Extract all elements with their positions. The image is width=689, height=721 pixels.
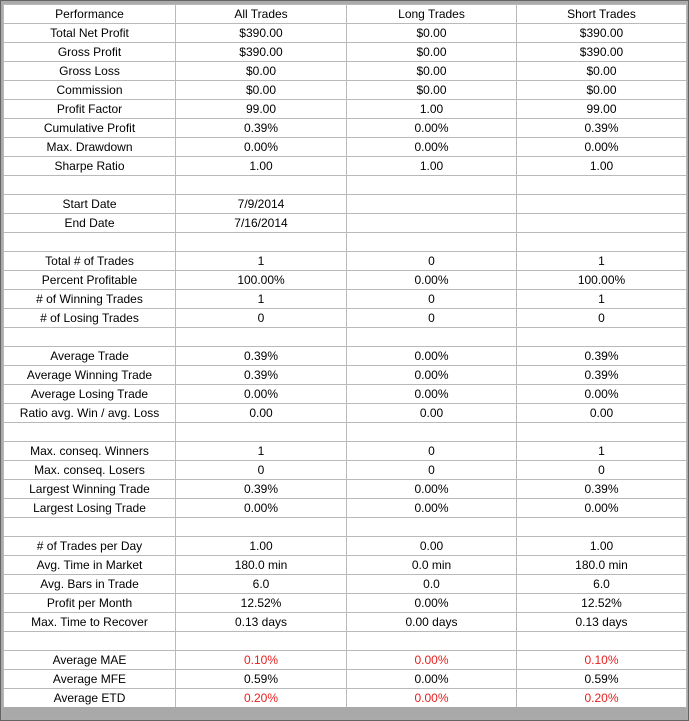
long-trades-cell: 1.00 [347, 100, 517, 119]
grid-row[interactable] [4, 632, 687, 651]
grid-row[interactable] [4, 309, 687, 328]
short-trades-cell [517, 176, 687, 195]
metric-cell: Max. Time to Recover [4, 613, 176, 632]
metric-cell: Gross Profit [4, 43, 176, 62]
long-trades-cell [347, 176, 517, 195]
grid-row[interactable] [4, 613, 687, 632]
grid-row[interactable] [4, 518, 687, 537]
all-trades-cell: 6.0 [176, 575, 347, 594]
all-trades-cell: 180.0 min [176, 556, 347, 575]
long-trades-cell: 0.00 [347, 404, 517, 423]
long-trades-cell: 0.00% [347, 366, 517, 385]
all-trades-cell [176, 176, 347, 195]
metric-cell: Largest Winning Trade [4, 480, 176, 499]
short-trades-cell: $0.00 [517, 81, 687, 100]
short-trades-cell: 0.59% [517, 670, 687, 689]
metric-cell: Max. Drawdown [4, 138, 176, 157]
grid-row[interactable] [4, 480, 687, 499]
grid-row[interactable] [4, 442, 687, 461]
short-trades-cell [517, 328, 687, 347]
all-trades-cell [176, 632, 347, 651]
metric-cell: # of Trades per Day [4, 537, 176, 556]
grid-header-row [4, 5, 687, 24]
long-trades-cell [347, 423, 517, 442]
all-trades-cell: $0.00 [176, 62, 347, 81]
short-trades-cell: 0.39% [517, 119, 687, 138]
metric-cell: Average MFE [4, 670, 176, 689]
all-trades-cell: 0.39% [176, 119, 347, 138]
all-trades-cell [176, 518, 347, 537]
short-trades-cell: 0.39% [517, 480, 687, 499]
long-trades-cell: 0.00% [347, 651, 517, 670]
short-trades-cell: 0 [517, 309, 687, 328]
long-trades-cell: 0 [347, 442, 517, 461]
long-trades-cell [347, 233, 517, 252]
metric-cell: Average ETD [4, 689, 176, 708]
grid-row[interactable] [4, 404, 687, 423]
all-trades-cell: 0.00 [176, 404, 347, 423]
short-trades-cell [517, 233, 687, 252]
long-trades-cell: 0 [347, 252, 517, 271]
short-trades-cell: 0.00% [517, 499, 687, 518]
all-trades-cell: 1 [176, 290, 347, 309]
metric-cell: Cumulative Profit [4, 119, 176, 138]
long-trades-cell: 0 [347, 290, 517, 309]
short-trades-cell: 180.0 min [517, 556, 687, 575]
grid-row[interactable] [4, 499, 687, 518]
long-trades-cell [347, 328, 517, 347]
grid-row[interactable] [4, 556, 687, 575]
all-trades-cell [176, 328, 347, 347]
grid-row[interactable] [4, 328, 687, 347]
metric-cell [4, 328, 176, 347]
long-trades-cell: $0.00 [347, 62, 517, 81]
metric-cell [4, 233, 176, 252]
short-trades-cell: 0.00% [517, 138, 687, 157]
short-trades-cell: 0.39% [517, 366, 687, 385]
grid-row[interactable] [4, 537, 687, 556]
metric-cell: Average Trade [4, 347, 176, 366]
column-header-all-trades[interactable]: All Trades [176, 5, 347, 24]
grid-row[interactable] [4, 423, 687, 442]
all-trades-cell: 0.00% [176, 138, 347, 157]
all-trades-cell: 7/9/2014 [176, 195, 347, 214]
grid-row[interactable] [4, 670, 687, 689]
all-trades-cell: 0.00% [176, 385, 347, 404]
metric-cell: Max. conseq. Losers [4, 461, 176, 480]
grid-row[interactable] [4, 290, 687, 309]
metric-cell: Average Losing Trade [4, 385, 176, 404]
long-trades-cell: 0.00 [347, 537, 517, 556]
grid-row[interactable] [4, 347, 687, 366]
long-trades-cell: 0 [347, 309, 517, 328]
all-trades-cell: $390.00 [176, 24, 347, 43]
long-trades-cell: 1.00 [347, 157, 517, 176]
short-trades-cell [517, 632, 687, 651]
short-trades-cell [517, 214, 687, 233]
metric-cell: Avg. Bars in Trade [4, 575, 176, 594]
metric-cell [4, 423, 176, 442]
all-trades-cell: 0.20% [176, 689, 347, 708]
short-trades-cell: 0.00% [517, 385, 687, 404]
all-trades-cell: 1 [176, 442, 347, 461]
column-header-long-trades[interactable]: Long Trades [347, 5, 517, 24]
short-trades-cell: 0.13 days [517, 613, 687, 632]
short-trades-cell: 0 [517, 461, 687, 480]
grid-row[interactable] [4, 214, 687, 233]
metric-cell: Total # of Trades [4, 252, 176, 271]
grid-row[interactable] [4, 176, 687, 195]
short-trades-cell: 99.00 [517, 100, 687, 119]
long-trades-cell: 0 [347, 461, 517, 480]
grid-row[interactable] [4, 43, 687, 62]
short-trades-cell: 1.00 [517, 157, 687, 176]
long-trades-cell: 0.00% [347, 480, 517, 499]
grid-row[interactable] [4, 575, 687, 594]
all-trades-cell: $0.00 [176, 81, 347, 100]
metric-cell: Avg. Time in Market [4, 556, 176, 575]
long-trades-cell: 0.00 days [347, 613, 517, 632]
short-trades-cell: $0.00 [517, 62, 687, 81]
all-trades-cell: 0.59% [176, 670, 347, 689]
performance-grid[interactable] [3, 4, 687, 708]
metric-cell: Start Date [4, 195, 176, 214]
all-trades-cell: 1.00 [176, 537, 347, 556]
long-trades-cell: 0.00% [347, 385, 517, 404]
metric-cell [4, 518, 176, 537]
all-trades-cell: 0.39% [176, 347, 347, 366]
short-trades-cell: $390.00 [517, 24, 687, 43]
metric-cell: Max. conseq. Winners [4, 442, 176, 461]
metric-cell: Largest Losing Trade [4, 499, 176, 518]
all-trades-cell: 0.13 days [176, 613, 347, 632]
all-trades-cell: 1 [176, 252, 347, 271]
short-trades-cell: 0.20% [517, 689, 687, 708]
metric-cell: Average Winning Trade [4, 366, 176, 385]
long-trades-cell: 0.00% [347, 594, 517, 613]
metric-cell: # of Winning Trades [4, 290, 176, 309]
all-trades-cell: 7/16/2014 [176, 214, 347, 233]
performance-grid-body [4, 5, 687, 708]
all-trades-cell: 12.52% [176, 594, 347, 613]
all-trades-cell: 0 [176, 309, 347, 328]
grid-row[interactable] [4, 385, 687, 404]
short-trades-cell: 1.00 [517, 537, 687, 556]
grid-row[interactable] [4, 62, 687, 81]
short-trades-cell: 1 [517, 442, 687, 461]
long-trades-cell: 0.00% [347, 271, 517, 290]
metric-cell: Profit per Month [4, 594, 176, 613]
metric-cell: Profit Factor [4, 100, 176, 119]
all-trades-cell: 0.10% [176, 651, 347, 670]
short-trades-cell [517, 423, 687, 442]
all-trades-cell: 99.00 [176, 100, 347, 119]
all-trades-cell: 0.00% [176, 499, 347, 518]
short-trades-cell [517, 518, 687, 537]
grid-row[interactable] [4, 594, 687, 613]
short-trades-cell [517, 195, 687, 214]
long-trades-cell: 0.00% [347, 689, 517, 708]
horizontal-scrollbar[interactable] [3, 707, 686, 719]
all-trades-cell: $390.00 [176, 43, 347, 62]
column-header-short-trades[interactable]: Short Trades [517, 5, 687, 24]
long-trades-cell: $0.00 [347, 24, 517, 43]
metric-cell: Average MAE [4, 651, 176, 670]
short-trades-cell: $390.00 [517, 43, 687, 62]
long-trades-cell: 0.00% [347, 499, 517, 518]
short-trades-cell: 12.52% [517, 594, 687, 613]
grid-row[interactable] [4, 366, 687, 385]
grid-row[interactable] [4, 461, 687, 480]
grid-row[interactable] [4, 157, 687, 176]
metric-cell: End Date [4, 214, 176, 233]
short-trades-cell: 6.0 [517, 575, 687, 594]
all-trades-cell: 0.39% [176, 480, 347, 499]
all-trades-cell: 0 [176, 461, 347, 480]
long-trades-cell: $0.00 [347, 43, 517, 62]
column-header-performance[interactable]: Performance [4, 5, 176, 24]
long-trades-cell: 0.00% [347, 347, 517, 366]
metric-cell: Ratio avg. Win / avg. Loss [4, 404, 176, 423]
long-trades-cell: 0.0 min [347, 556, 517, 575]
long-trades-cell [347, 195, 517, 214]
metric-cell: # of Losing Trades [4, 309, 176, 328]
short-trades-cell: 0.00 [517, 404, 687, 423]
grid-row[interactable] [4, 233, 687, 252]
long-trades-cell: 0.00% [347, 119, 517, 138]
metric-cell: Sharpe Ratio [4, 157, 176, 176]
all-trades-cell [176, 233, 347, 252]
long-trades-cell: $0.00 [347, 81, 517, 100]
short-trades-cell: 100.00% [517, 271, 687, 290]
grid-row[interactable] [4, 195, 687, 214]
grid-row[interactable] [4, 24, 687, 43]
long-trades-cell [347, 518, 517, 537]
short-trades-cell: 0.10% [517, 651, 687, 670]
short-trades-cell: 1 [517, 290, 687, 309]
long-trades-cell: 0.00% [347, 670, 517, 689]
long-trades-cell [347, 632, 517, 651]
grid-row[interactable] [4, 689, 687, 708]
all-trades-cell: 100.00% [176, 271, 347, 290]
all-trades-cell: 1.00 [176, 157, 347, 176]
grid-row[interactable] [4, 138, 687, 157]
metric-cell: Commission [4, 81, 176, 100]
metric-cell [4, 176, 176, 195]
metric-cell: Total Net Profit [4, 24, 176, 43]
grid-row[interactable] [4, 252, 687, 271]
metric-cell: Gross Loss [4, 62, 176, 81]
grid-row[interactable] [4, 651, 687, 670]
short-trades-cell: 0.39% [517, 347, 687, 366]
grid-row[interactable] [4, 100, 687, 119]
long-trades-cell [347, 214, 517, 233]
long-trades-cell: 0.0 [347, 575, 517, 594]
grid-row[interactable] [4, 271, 687, 290]
grid-row[interactable] [4, 119, 687, 138]
all-trades-cell: 0.39% [176, 366, 347, 385]
all-trades-cell [176, 423, 347, 442]
metric-cell [4, 632, 176, 651]
short-trades-cell: 1 [517, 252, 687, 271]
grid-row[interactable] [4, 81, 687, 100]
metric-cell: Percent Profitable [4, 271, 176, 290]
long-trades-cell: 0.00% [347, 138, 517, 157]
